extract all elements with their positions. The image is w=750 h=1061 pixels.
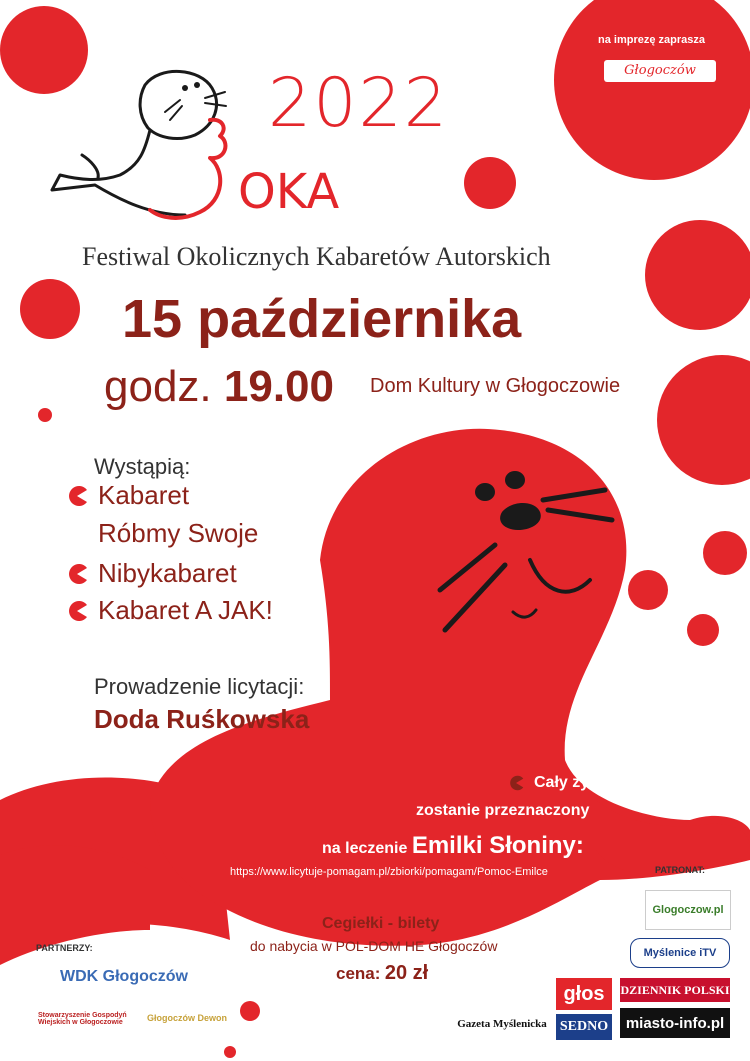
patron-logo-glos: głos <box>556 978 612 1010</box>
host-name: Doda Ruśkowska <box>94 704 310 734</box>
tickets-title: Cegiełki - bilety <box>322 915 440 932</box>
price-label: cena: <box>336 964 381 983</box>
patron-logo-myslenice-itv: Myślenice iTV <box>630 938 730 968</box>
partner-logo-wdk: WDK Głogoczów <box>60 968 188 985</box>
decor-circle <box>687 614 719 646</box>
decor-circle <box>645 220 750 330</box>
performer-name: Kabaret A JAK! <box>98 595 273 625</box>
performer-name-cont: Róbmy Swoje <box>98 518 259 548</box>
event-brand: OKA <box>238 164 340 220</box>
logo-seal-illustration <box>52 71 226 218</box>
decor-circle <box>628 570 668 610</box>
decor-circle <box>0 6 88 94</box>
decor-circle <box>657 355 750 485</box>
patrons-heading: PATRONAT: <box>655 865 705 875</box>
host-heading: Prowadzenie licytacji: <box>94 674 305 699</box>
performer-name: Kabaret <box>98 480 190 510</box>
patron-logo-glogoczow: Glogoczow.pl <box>645 890 731 930</box>
charity-line3: na leczenie Emilki Słoniny: <box>322 832 584 859</box>
patron-logo-dziennik: DZIENNIK POLSKI <box>620 978 730 1002</box>
partners-heading: PARTNERZY: <box>36 943 93 953</box>
pacman-bullet-icon <box>66 600 88 622</box>
patron-logo-sedno: SEDNO <box>556 1014 612 1040</box>
patron-logo-gazeta: Gazeta Myślenicka <box>457 1018 547 1030</box>
tickets-where: do nabycia w POL-DOM HE Głogoczów <box>250 938 498 954</box>
decor-circle <box>38 408 52 422</box>
beneficiary: Emilki Słoniny: <box>411 832 584 859</box>
event-date: 15 października <box>122 289 522 349</box>
tickets-price-row <box>336 962 428 985</box>
decor-circle <box>20 279 80 339</box>
performer-item <box>66 595 273 626</box>
pacman-bullet-icon <box>66 563 88 585</box>
charity-line1: Cały zysk <box>508 774 607 792</box>
performer-item <box>66 558 237 589</box>
event-year: 2022 <box>268 64 450 143</box>
price: 20 zł <box>384 962 429 984</box>
charity-line2: zostanie przeznaczony <box>416 802 590 819</box>
event-time-row <box>104 362 334 412</box>
decor-circle <box>703 531 747 575</box>
partner-logo-kgw: Stowarzyszenie Gospodyń Wiejskich w Głogoczowie <box>38 1012 127 1026</box>
performer-name: Nibykabaret <box>98 558 237 588</box>
patron-logo-miasto-info: miasto-info.pl <box>620 1008 730 1038</box>
event-time: 19.00 <box>223 362 334 411</box>
pacman-bullet-icon <box>508 775 524 791</box>
partner-logo-dewon: Głogoczów Dewon <box>147 1013 227 1023</box>
decor-circle <box>240 1001 260 1021</box>
gloogoczow-logo: Głogoczów <box>604 60 716 82</box>
decor-circle <box>464 157 516 209</box>
decor-circle <box>554 0 750 180</box>
fundraiser-link[interactable]: https://www.licytuje-pomagam.pl/zbiorki/pomagam/Pomoc-Emilce <box>230 866 548 878</box>
time-prefix: godz. <box>104 362 212 411</box>
festival-name: Festiwal Okolicznych Kabaretów Autorskich <box>82 242 551 271</box>
performer-item <box>66 480 189 511</box>
invite-text: na imprezę zaprasza <box>598 34 705 46</box>
performers-heading: Wystąpią: <box>94 454 191 479</box>
event-venue: Dom Kultury w Głogoczowie <box>370 375 621 397</box>
decor-circle <box>224 1046 236 1058</box>
pacman-bullet-icon <box>66 485 88 507</box>
